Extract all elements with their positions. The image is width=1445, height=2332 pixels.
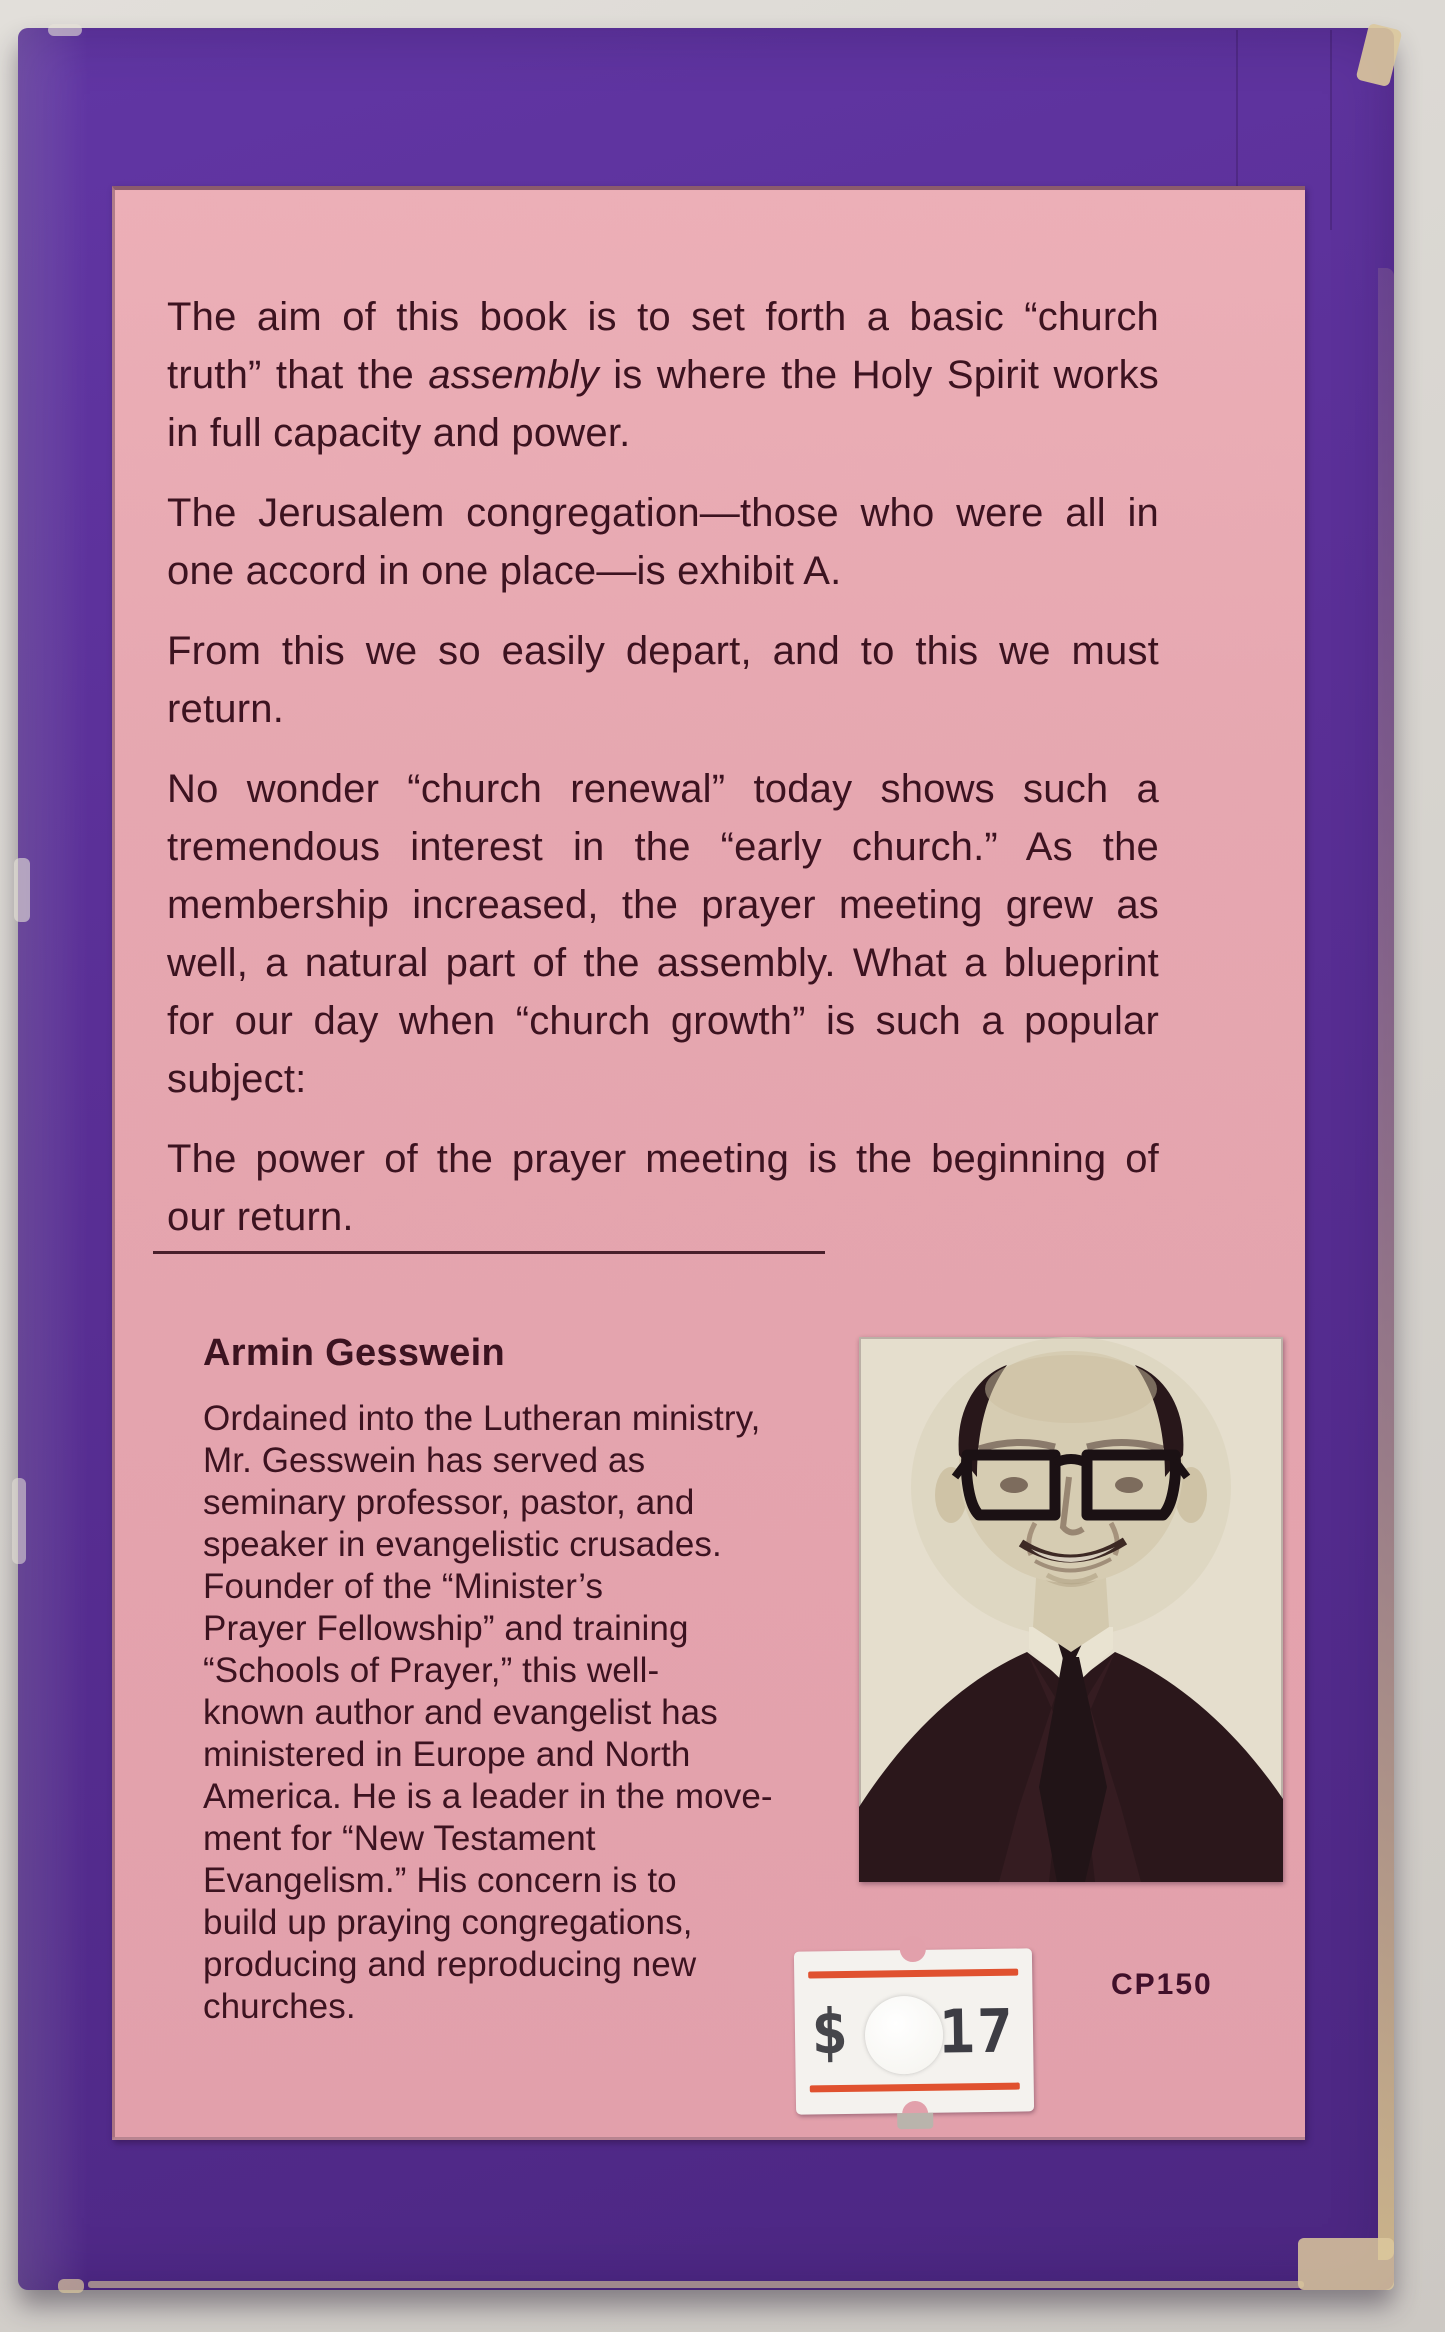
author-bio-line: America. He is a leader in the move- [203,1777,773,1816]
synopsis-paragraph: The aim of this book is to set forth a basic “church truth” that the assembly is where the Holy Spirit works in full capacity and power. [167,295,1159,455]
spine-highlight [18,28,88,2290]
author-bio-line: seminary professor, pastor, and [203,1483,695,1522]
cover-wear-mark [48,24,82,36]
sticker-notch [900,1936,926,1962]
author-bio-line: “Schools of Prayer,” this well- [203,1651,660,1690]
author-bio-line: ment for “New Testament [203,1819,596,1858]
price-currency: $ [810,1994,849,2069]
pink-panel [112,186,1305,2140]
sticker-stripe [810,2083,1020,2093]
author-photo [859,1337,1283,1882]
cover-wear-mark [1298,2238,1394,2290]
synopsis-paragraph: The power of the prayer meeting is the beginning of our return. [167,1137,1159,1239]
synopsis [167,288,1159,1268]
synopsis-paragraph: The Jerusalem congregation—those who were all in one accord in one place—is exhibit A. [167,491,1159,593]
cover-crease [1236,30,1238,200]
author-bio-line: producing and reproducing new [203,1945,697,1984]
sticker-tab [897,2113,933,2130]
price-digits: 17 [938,1996,1016,2068]
page-edge-bottom [88,2281,1304,2288]
author-bio-line: Ordained into the Lutheran ministry, [203,1399,761,1438]
author-name: Armin Gesswein [203,1332,505,1374]
sticker-hole-dot [865,1996,944,2075]
price-sticker [794,1948,1034,2114]
author-bio-line: Evangelism.” His concern is to [203,1861,677,1900]
synopsis-paragraph: No wonder “church renewal” today shows such a tremendous interest in the “early church.” As the membership increased, the prayer meeting grew as well, a natural part of the assembly. What a blueprint for our day when “church growth” is such a popular subject: [167,767,1159,1101]
author-bio-line: Founder of the “Minister’s [203,1567,604,1606]
author-bio-line: ministered in Europe and North [203,1735,691,1774]
cover-wear-mark [58,2279,84,2293]
author-bio-line: known author and evangelist has [203,1693,718,1732]
author-bio-line: churches. [203,1987,356,2026]
cover-wear-mark [12,1478,26,1564]
cover-wear-mark [14,858,30,922]
book-back-cover [18,28,1394,2290]
synopsis-paragraph: From this we so easily depart, and to this we must return. [167,629,1159,731]
cover-crease [1330,30,1332,230]
author-portrait-illustration [859,1337,1283,1882]
page-edge [1378,268,1394,2260]
product-code: CP150 [1111,1968,1213,2001]
cover-wear-mark [1355,23,1402,88]
author-bio-line: Mr. Gesswein has served as [203,1441,646,1480]
divider-rule [153,1251,825,1254]
author-bio [203,1398,863,2028]
author-bio-line: build up praying congregations, [203,1903,693,1942]
author-bio-line: speaker in evangelistic crusades. [203,1525,722,1564]
sticker-stripe [808,1969,1018,1979]
author-bio-line: Prayer Fellowship” and training [203,1609,689,1648]
